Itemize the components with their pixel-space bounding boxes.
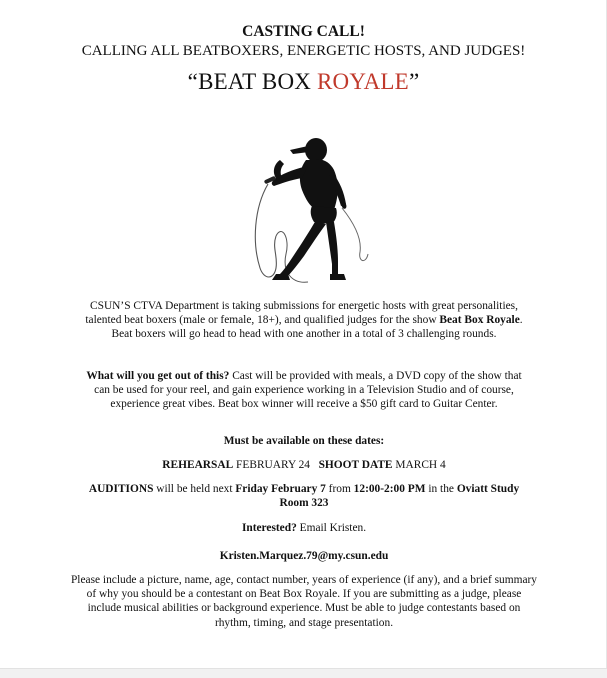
beatboxer-silhouette-icon	[246, 128, 376, 288]
auditions-text-2: from	[325, 483, 354, 495]
auditions-location: Oviatt Study Room 323	[279, 483, 520, 510]
auditions-date: Friday February 7	[235, 483, 326, 495]
auditions-text-1: will be held next	[153, 483, 236, 495]
title-open-quote: “	[187, 69, 199, 94]
availability-dates	[78, 458, 530, 472]
shoot-date-label: SHOOT DATE	[318, 459, 393, 471]
interested-label: Interested?	[241, 522, 297, 534]
title-part-royale: ROYALE	[317, 69, 409, 94]
intro-paragraph	[78, 299, 530, 342]
instructions-paragraph: Please include a picture, name, age, contact number, years of experience (if any), and a brief summary of why you should be a contestant on Beat Box Royale. If you are submitting as a judge, please include musical abilities or background experience. Must be able to judge contestants based on rhythm, timing, and stage presentation.	[70, 574, 538, 629]
auditions-label: AUDITIONS	[88, 483, 154, 495]
show-title	[0, 68, 607, 96]
benefits-answer: Cast will be provided with meals, a DVD copy of the show that can be used for your reel, and gain experience working in a Television Studio and of course, experience great vibes. Beat box winner will receive a $50 gift card to Guitar Center.	[94, 370, 522, 411]
rehearsal-date: FEBRUARY 24	[233, 459, 311, 471]
benefits-question: What will you get out of this?	[86, 370, 230, 382]
email-prompt: Email Kristen.	[296, 522, 367, 534]
contact-email[interactable]: Kristen.Marquez.79@my.csun.edu	[219, 550, 389, 562]
availability-heading: Must be available on these dates:	[223, 435, 385, 447]
title-close-quote: ”	[408, 69, 420, 94]
shoot-date: MARCH 4	[392, 459, 446, 471]
rehearsal-label: REHEARSAL	[162, 459, 234, 471]
intro-text-1: CSUN’S CTVA Department is taking submissions for energetic hosts with great personalities, talented beat boxers (male or female, 18+), and qualified judges for the show	[85, 300, 518, 327]
auditions-text-3: in the	[425, 483, 457, 495]
casting-call-heading: CASTING CALL!	[242, 23, 365, 40]
title-part-beat-box: BEAT BOX	[198, 69, 318, 94]
calling-all-subheading: CALLING ALL BEATBOXERS, ENERGETIC HOSTS, AND JUDGES!	[81, 43, 526, 59]
interested-line	[78, 521, 530, 535]
intro-text-2: . Beat boxers will go head to head with one another in a total of 3 challenging rounds.	[111, 314, 523, 341]
intro-show-name: Beat Box Royale	[439, 314, 520, 327]
benefits-paragraph	[78, 369, 530, 412]
auditions-paragraph	[78, 482, 530, 510]
auditions-time: 12:00-2:00 PM	[353, 483, 426, 495]
